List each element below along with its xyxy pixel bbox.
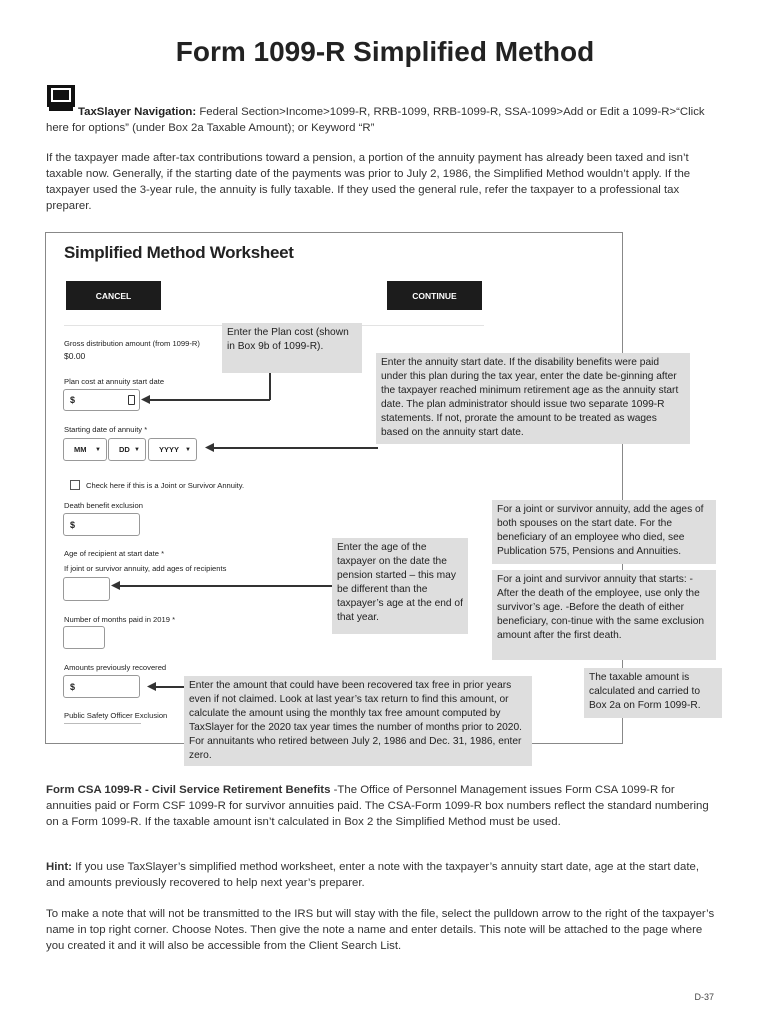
chevron-down-icon: ▼ [134, 446, 140, 453]
pso-exclusion-label: Public Safety Officer Exclusion [64, 711, 168, 720]
callout-taxable-amount: The taxable amount is calculated and carried to Box 2a on Form 1099-R. [584, 668, 722, 718]
dollar-sign: $ [70, 681, 76, 692]
connector-line [154, 686, 186, 688]
page-title: Form 1099-R Simplified Method [175, 36, 595, 67]
connector-line [269, 371, 271, 400]
death-benefit-input[interactable] [63, 513, 140, 536]
callout-age: Enter the age of the taxpayer on the date the pension started – this may be different than the taxpayer’s age at the end of that year. [332, 538, 468, 634]
csa-text: -The Office of Personnel Management issues Form CSA 1099-R for annuities paid or Form CSF 1099-R for survivor annuities paid. The CSA-Form 1099-R box numbers reflect the standard numbering on a Form 1099-R. If the taxable amount isn’t calculated in Box 2 the Simplified Method must be used. [46, 784, 709, 828]
callout-joint-ages: For a joint or survivor annuity, add the ages of both spouses on the start date. For the beneficiary of an employee who died, see Publication 575, Pensions and Annuities. [492, 500, 716, 564]
day-value: DD [119, 445, 130, 454]
plan-cost-input[interactable] [63, 389, 140, 411]
arrow-left-icon [111, 581, 120, 590]
previously-recovered-label: Amounts previously recovered [64, 663, 167, 672]
death-benefit-label: Death benefit exclusion [64, 501, 143, 510]
day-select[interactable] [108, 438, 146, 461]
divider [64, 723, 141, 724]
month-select[interactable] [63, 438, 107, 461]
joint-annuity-checkbox[interactable] [70, 480, 80, 490]
joint-annuity-label: Check here if this is a Joint or Survivor Annuity. [86, 481, 245, 490]
callout-previously-recovered: Enter the amount that could have been recovered tax free in prior years even if not claimed. Look at last year’s tax return to find this amount, or calculate the amount using the monthly tax free amount computed by TaxSlayer for the 2020 tax year times the number of months prior to 2020. For annuitants who retired between July 2, 1986 and Dec. 31, 1986, enter zero. [184, 676, 532, 766]
age-sublabel: If joint or survivor annuity, add ages of recipients [64, 564, 227, 573]
cancel-button[interactable]: CANCEL [66, 281, 161, 310]
hint-paragraph [46, 859, 718, 891]
chevron-down-icon: ▼ [185, 446, 191, 453]
navigation-path: Federal Section>Income>1099-R, RRB-1099, RRB-1099-R, SSA-1099>Add or Edit a 1099-R>“Click here for options” (under Box 2a Taxable Amount); or Keyword “R” [46, 106, 705, 134]
months-paid-label: Number of months paid in 2019 * [64, 615, 176, 624]
intro-paragraph: If the taxpayer made after-tax contributions toward a pension, a portion of the annuity payment has already been taxed and isn’t taxable now. Generally, if the starting date of the payments was prior to July 2, 1986, the Simplified Method wouldn’t apply. If the taxpayer used the 3-year rule, the annuity is fully taxable. If they used the general rule, refer the taxpayer to a professional tax preparer. [46, 152, 691, 212]
arrow-left-icon [141, 395, 150, 404]
callout-joint-rules: For a joint and survivor annuity that starts: -After the death of the employee, use only the survivor’s age. -Before the death of either beneficiary, con-tinue with the same exclusion amount after the first death. [492, 570, 716, 660]
page-number: D-37 [694, 992, 714, 1002]
chevron-down-icon: ▼ [95, 446, 101, 453]
start-date-label: Starting date of annuity * [64, 425, 148, 434]
hint-text: If you use TaxSlayer’s simplified method worksheet, enter a note with the taxpayer’s annuity start date, age at the start date, and amounts previously recovered to help next year’s preparer. [46, 861, 699, 889]
worksheet-title: Simplified Method Worksheet [64, 243, 294, 262]
callout-plan-cost: Enter the Plan cost (shown in Box 9b of 1099-R). [222, 323, 362, 373]
note-paragraph: To make a note that will not be transmitted to the IRS but will stay with the file, select the pulldown arrow to the right of the taxpayer’s name in top right corner. Choose Notes. Then give the note a name and enter details. This note will be attached to the page where you created it and it will also be accessible from the Client Search List. [46, 908, 715, 952]
calculator-icon[interactable] [128, 395, 135, 405]
arrow-left-icon [205, 443, 214, 452]
gross-distribution-value: $0.00 [64, 351, 86, 361]
hint-label: Hint: [46, 861, 72, 873]
csa-heading: Form CSA 1099-R - Civil Service Retirement Benefits [46, 784, 331, 796]
connector-line [118, 585, 334, 587]
navigation-instructions [46, 104, 706, 136]
dollar-sign: $ [70, 395, 76, 405]
gross-distribution-label: Gross distribution amount (from 1099-R) [64, 339, 200, 348]
age-input[interactable] [63, 577, 110, 601]
year-value: YYYY [159, 445, 180, 454]
months-paid-input[interactable] [63, 626, 105, 649]
continue-button[interactable]: CONTINUE [387, 281, 482, 310]
previously-recovered-input[interactable] [63, 675, 140, 698]
connector-line [212, 447, 378, 449]
csa-paragraph [46, 782, 718, 830]
callout-start-date: Enter the annuity start date. If the disability benefits were paid under this plan during the tax year, enter the date be-ginning after the taxpayer reached minimum retirement age as the annuity start date. The plan administrator should issue two separate 1099-R statements. If not, prorate the amount to be treated as wages based on the annuity start date. [376, 353, 690, 444]
connector-line [148, 399, 270, 401]
year-select[interactable] [148, 438, 197, 461]
navigation-label: TaxSlayer Navigation: [78, 106, 197, 118]
dollar-sign: $ [70, 519, 76, 530]
month-value: MM [74, 445, 87, 454]
plan-cost-label: Plan cost at annuity start date [64, 377, 165, 386]
age-label: Age of recipient at start date * [64, 549, 165, 558]
arrow-left-icon [147, 682, 156, 691]
